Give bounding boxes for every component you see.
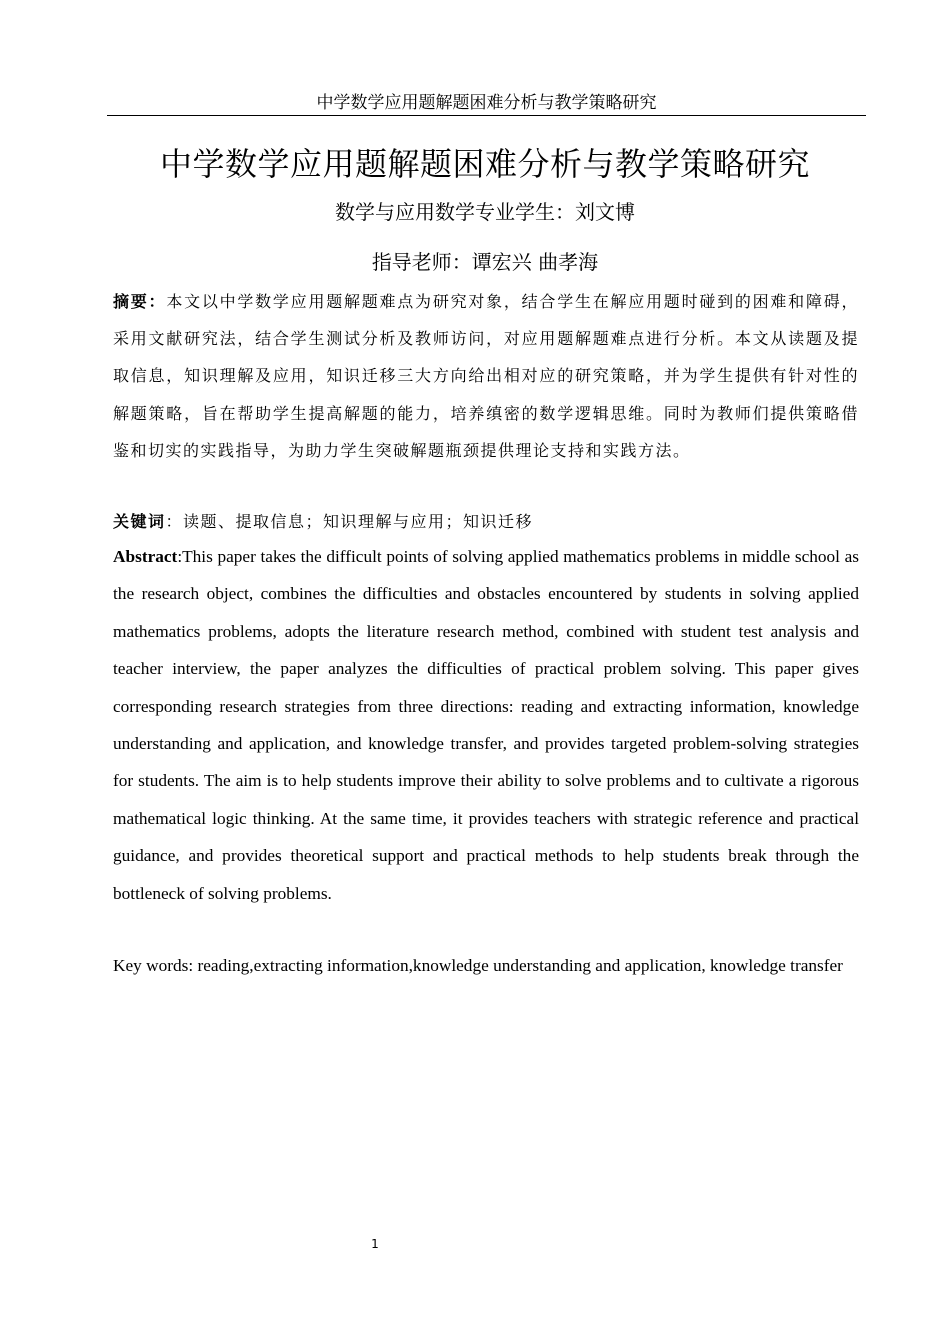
author-line: 数学与应用数学专业学生：刘文博 — [335, 200, 635, 224]
page-title: 中学数学应用题解题困难分析与教学策略研究 — [159, 145, 810, 183]
chinese-abstract — [113, 283, 859, 469]
running-header: 中学数学应用题解题困难分析与教学策略研究 — [316, 93, 657, 113]
english-abstract-text: :This paper takes the difficult points of solving applied mathematics problems in middle school as the research object, combines the difficulties and obstacles encountered by students in solving applied mathematics problems, adopts the literature research method, combined with student test analysis and teacher interview, the paper analyzes the difficulties of practical problem solving. This paper gives corresponding research strategies from three directions: reading and extracting information, knowledge understanding and application, and knowledge transfer, and provides targeted problem-solving strategies for students. The aim is to help students improve their ability to solve problems and to cultivate a rigorous mathematical logic thinking. At the same time, it provides teachers with strategic reference and practical guidance, and provides theoretical support and practical methods to help students break through the bottleneck of solving problems. — [113, 547, 859, 903]
english-keywords: Key words: reading,extracting information,knowledge understanding and application, knowledge transfer — [113, 956, 843, 975]
english-abstract — [113, 538, 859, 912]
chinese-abstract-text: 本文以中学数学应用题解题难点为研究对象，结合学生在解应用题时碰到的困难和障碍，采用文献研究法，结合学生测试分析及教师访问，对应用题解题难点进行分析。本文从读题及提取信息，知识理解及应用，知识迁移三大方向给出相对应的研究策略，并为学生提供有针对性的解题策略，旨在帮助学生提高解题的能力，培养缜密的数学逻辑思维。同时为教师们提供策略借鉴和切实的实践指导，为助力学生突破解题瓶颈提供理论支持和实践方法。 — [113, 292, 859, 460]
chinese-keywords-separator: ： — [165, 512, 184, 531]
page-number: 1 — [371, 1237, 379, 1251]
english-abstract-label: Abstract — [113, 547, 178, 566]
chinese-keywords — [113, 505, 859, 539]
chinese-keywords-text: 读题、提取信息；知识理解与应用；知识迁移 — [183, 512, 534, 531]
advisor-line: 指导老师：谭宏兴 曲孝海 — [371, 250, 599, 274]
chinese-keywords-label: 关键词 — [113, 512, 166, 531]
header-rule — [107, 115, 866, 116]
chinese-abstract-label: 摘要： — [113, 292, 167, 311]
